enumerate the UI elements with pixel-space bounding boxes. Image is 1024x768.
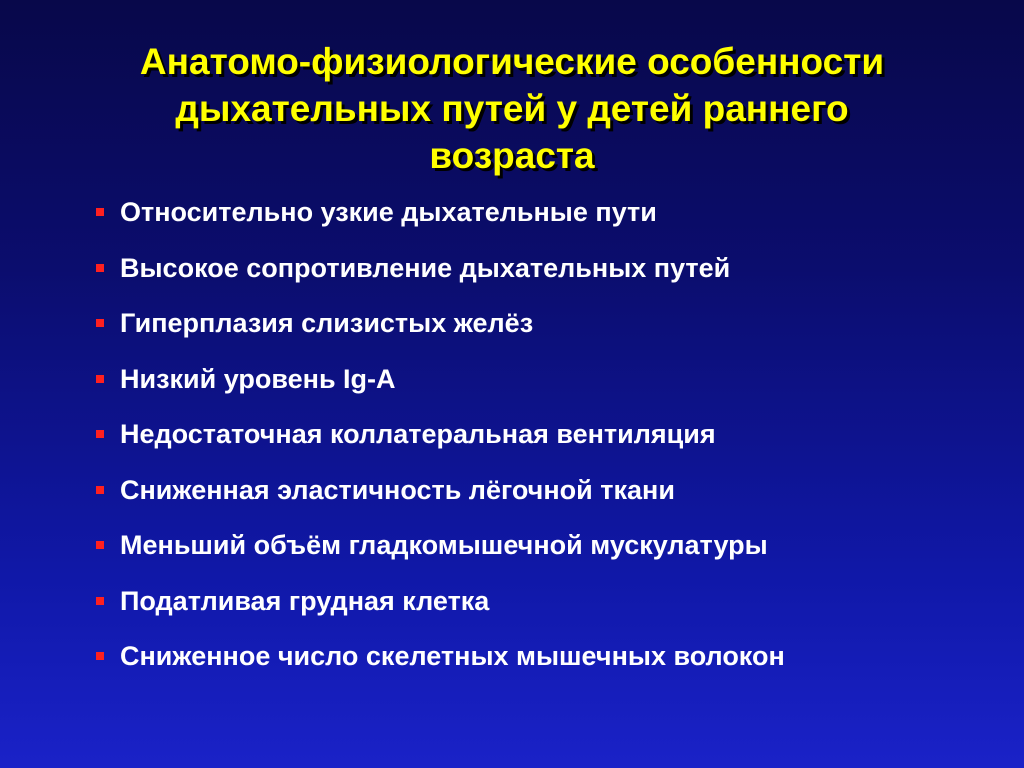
bullet-text: Податливая грудная клетка [120,585,490,616]
list-item [96,527,996,583]
square-bullet-icon [96,264,104,272]
bullet-text: Высокое сопротивление дыхательных путей [120,252,731,283]
square-bullet-icon [96,375,104,383]
list-item [96,638,996,694]
list-item [96,305,996,361]
square-bullet-icon [96,652,104,660]
slide-title-line: Анатомо-физиологические особенности [139,41,885,82]
bullet-text: Меньший объём гладкомышечной мускулатуры [120,530,768,560]
list-item [96,583,996,639]
bullet-text: Недостаточная коллатеральная вентиляция [120,419,716,449]
list-item [96,250,996,306]
bullet-text: Сниженное число скелетных мышечных волокон [120,641,785,671]
square-bullet-icon [96,597,104,605]
square-bullet-icon [96,319,104,327]
list-item [96,361,996,417]
list-item [96,194,996,250]
square-bullet-icon [96,486,104,494]
bullet-list [96,194,996,694]
square-bullet-icon [96,430,104,438]
list-item [96,416,996,472]
square-bullet-icon [96,541,104,549]
square-bullet-icon [96,208,104,216]
bullet-text: Сниженная эластичность лёгочной ткани [120,474,675,505]
slide-title-line: возраста [429,135,595,176]
slide-title-line: дыхательных путей у детей раннего [175,88,849,129]
list-item [96,472,996,528]
bullet-text: Низкий уровень Ig-A [120,363,396,394]
bullet-text: Относительно узкие дыхательные пути [120,197,657,227]
bullet-text: Гиперплазия слизистых желёз [120,308,534,338]
slide-title [20,38,1004,179]
